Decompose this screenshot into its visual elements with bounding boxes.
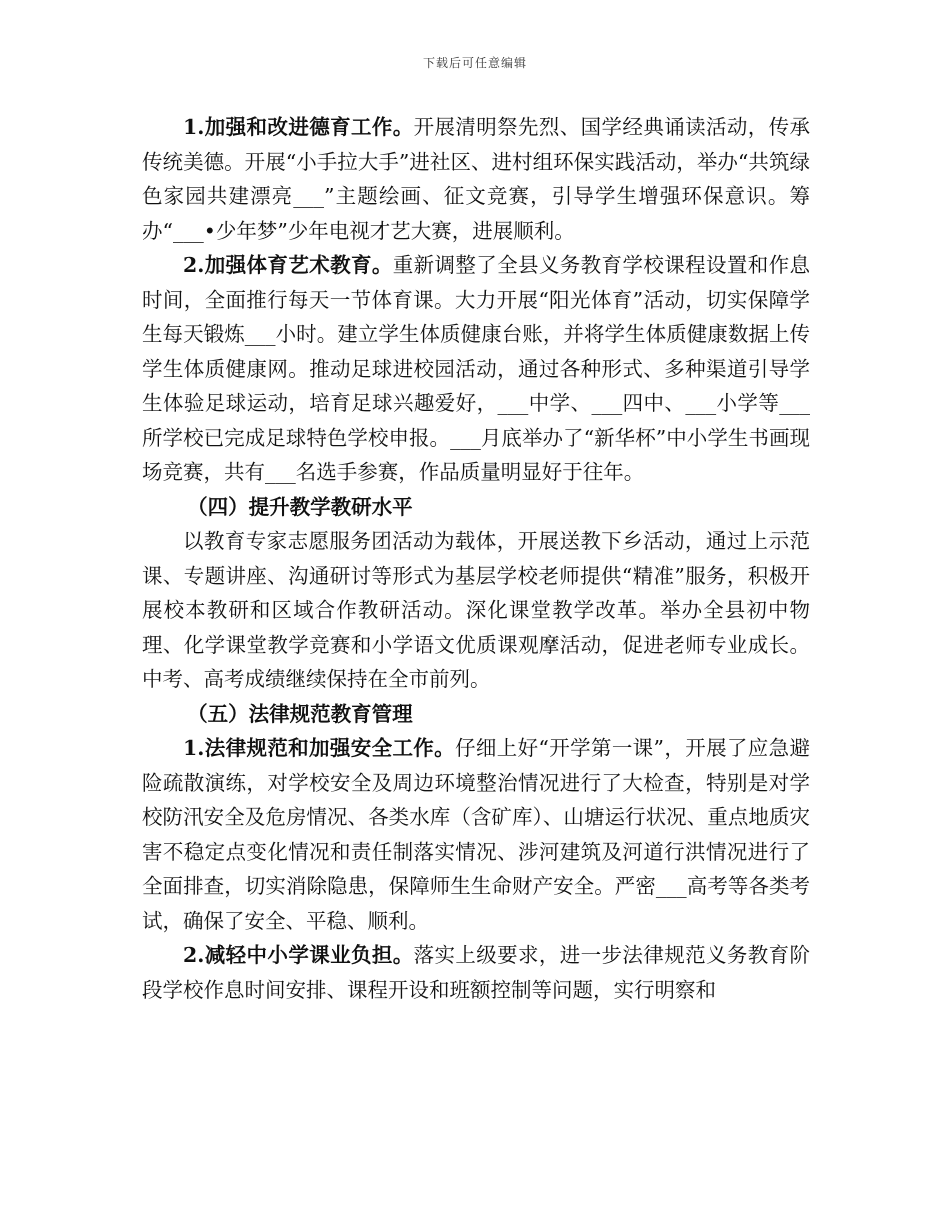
paragraph-lead: 1.法律规范和加强安全工作。	[183, 736, 456, 760]
paragraph-lead: 2.减轻中小学课业负担。	[183, 943, 414, 967]
paragraph-text: 开展清明祭先烈、国学经典诵读活动，传承传统美德。开展“小手拉大手”进社区、进村组环保实践活动，举办“共筑绿色家园共建漂亮___”主题绘画、征文竞赛，引导学生增强环保意识。筹办“___•少年梦”少年电视才艺大赛，进展顺利。	[142, 115, 810, 243]
paragraph-safety-work	[142, 731, 810, 938]
page-header: 下载后可任意编辑	[422, 56, 527, 70]
paragraph-text: 以教育专家志愿服务团活动为载体，开展送教下乡活动，通过上示范课、专题讲座、沟通研讨等形式为基层学校老师提供“精准”服务，积极开展校本教研和区域合作教研活动。深化课堂教学改革。举办全县初中物理、化学课堂教学竞赛和小学语文优质课观摩活动，促进老师专业成长。中考、高考成绩继续保持在全市前列。	[142, 529, 810, 691]
paragraph-text: 落实上级要求，进一步法律规范义务教育阶段学校作息时间安排、课程开设和班额控制等问题，实行明察和	[142, 943, 810, 1002]
paragraph-lead: 2.加强体育艺术教育。	[183, 253, 393, 277]
section-heading-education-management: （五）法律规范教育管理	[187, 701, 413, 726]
paragraph-teaching-research	[142, 524, 810, 697]
section-heading-teaching-research: （四）提升教学教研水平	[187, 494, 413, 519]
paragraph-reduce-burden	[142, 938, 810, 1007]
paragraph-moral-education	[142, 110, 810, 248]
paragraph-text: 重新调整了全县义务教育学校课程设置和作息时间，全面推行每天一节体育课。大力开展“阳光体育”活动，切实保障学生每天锻炼___小时。建立学生体质健康台账，并将学生体质健康数据上传学生体质健康网。推动足球进校园活动，通过各种形式、多种渠道引导学生体验足球运动，培育足球兴趣爱好，___中学、___四中、___小学等___所学校已完成足球特色学校申报。___月底举办了“新华杯”中小学生书画现场竞赛，共有___名选手参赛，作品质量明显好于往年。	[142, 253, 811, 484]
paragraph-lead: 1.加强和改进德育工作。	[183, 115, 414, 139]
paragraph-sports-arts	[142, 248, 810, 490]
document-body	[142, 110, 810, 1007]
paragraph-text: 仔细上好“开学第一课”，开展了应急避险疏散演练，对学校安全及周边环境整治情况进行了大检查，特别是对学校防汛安全及危房情况、各类水库（含矿库）、山塘运行状况、重点地质灾害不稳定点变化情况和责任制落实情况、涉河建筑及河道行洪情况进行了全面排查，切实消除隐患，保障师生生命财产安全。严密___高考等各类考试，确保了安全、平稳、顺利。	[142, 736, 810, 933]
